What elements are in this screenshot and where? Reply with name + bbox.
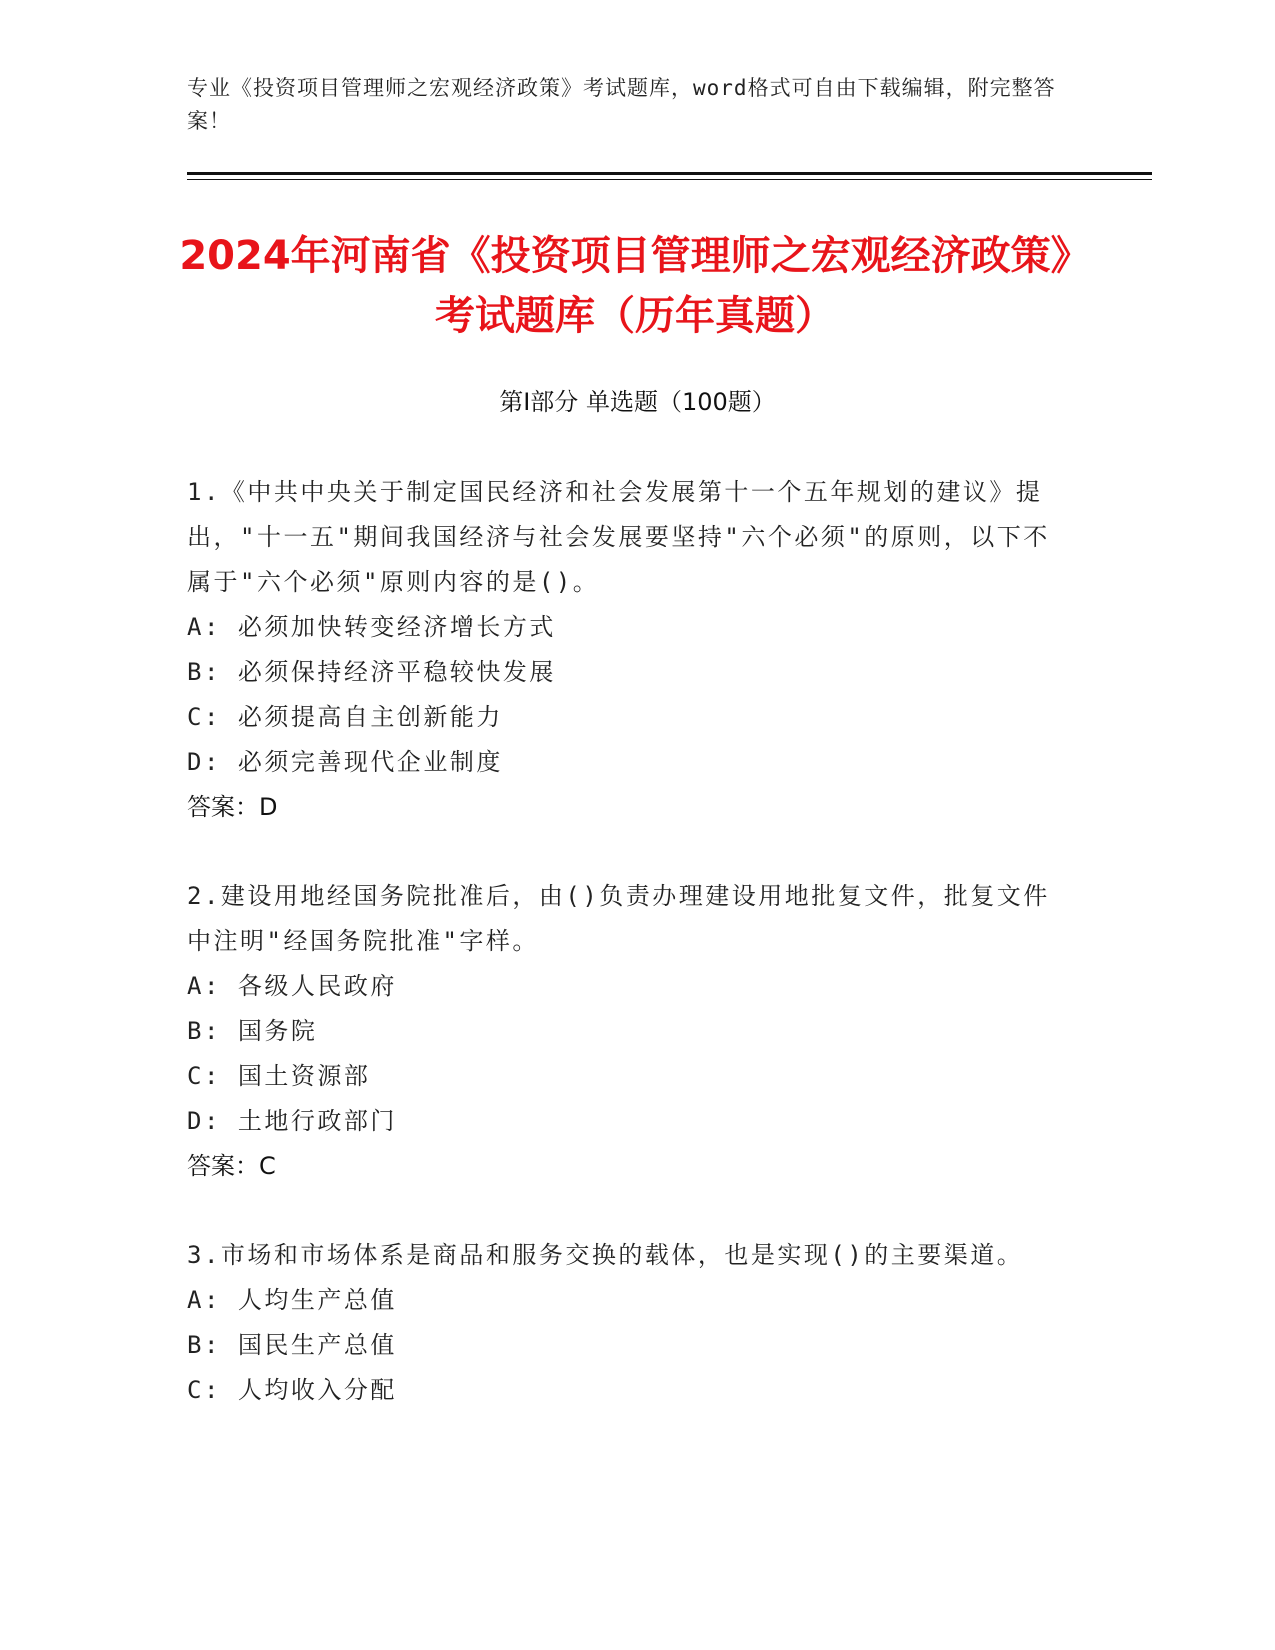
option-b: B: 必须保持经济平稳较快发展: [187, 658, 556, 686]
question-text: 1.《中共中央关于制定国民经济和社会发展第十一个五年规划的建议》提出，"十一五"期间我国经济与社会发展要坚持"六个必须"的原则，以下不属于"六个必须"原则内容的是()。: [187, 478, 1050, 596]
option-b: B: 国务院: [187, 1017, 318, 1045]
option-c: C: 必须提高自主创新能力: [187, 703, 503, 731]
question-2: [187, 874, 1067, 1189]
option-d: D: 必须完善现代企业制度: [187, 748, 503, 776]
answer: 答案：C: [187, 1152, 276, 1180]
option-a: A: 各级人民政府: [187, 972, 397, 1000]
question-text: 2.建设用地经国务院批准后，由()负责办理建设用地批复文件，批复文件中注明"经国务院批准"字样。: [187, 882, 1050, 955]
header-note: 专业《投资项目管理师之宏观经济政策》考试题库，word格式可自由下载编辑，附完整答案！: [187, 76, 1056, 133]
header-rule-thin: [187, 179, 1152, 180]
question-3: [187, 1233, 1067, 1413]
header-rule-thick: [187, 172, 1152, 175]
option-d: D: 土地行政部门: [187, 1107, 397, 1135]
question-text: 3.市场和市场体系是商品和服务交换的载体，也是实现()的主要渠道。: [187, 1241, 1024, 1269]
option-c: C: 人均收入分配: [187, 1376, 397, 1404]
question-list: [187, 470, 1067, 1457]
option-c: C: 国土资源部: [187, 1062, 371, 1090]
option-a: A: 必须加快转变经济增长方式: [187, 613, 556, 641]
section-title: 第I部分 单选题（100题）: [499, 388, 776, 416]
option-a: A: 人均生产总值: [187, 1286, 397, 1314]
document-title: 2024年河南省《投资项目管理师之宏观经济政策》考试题库（历年真题）: [179, 233, 1091, 339]
option-b: B: 国民生产总值: [187, 1331, 397, 1359]
answer: 答案：D: [187, 793, 278, 821]
question-1: [187, 470, 1067, 830]
